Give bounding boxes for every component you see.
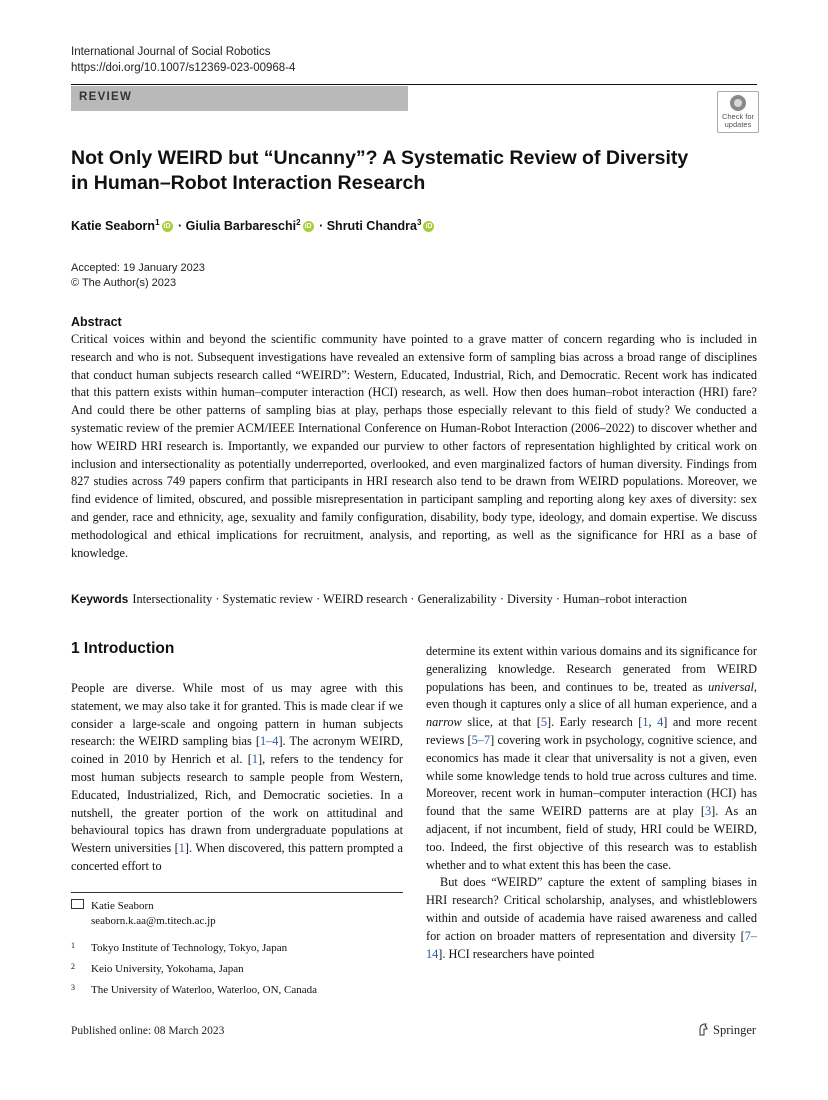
keywords-label: Keywords [71, 592, 129, 606]
abstract-text: Critical voices within and beyond the scientific community have pointed to a grave matter of concern regarding who is included in research and who is not. Subsequent investigations have revealed an extensive form of sampling bias across a broad range of disciplines that conduct human subjects research called “WEIRD”: Western, Educated, Industrial, Rich, and Democratic. Recent work has indicated that this pattern exists within human–computer interaction (HCI) research, as well. How then does human–robot interaction (HRI) fare? And could there be other patterns of sampling bias at play, perhaps those especially relevant to this field of study? We conducted a systematic review of the premier ACM/IEEE International Conference on Human-Robot Interaction (2006–2022) to discover whether and how WEIRD HRI research is. Importantly, we expanded our purview to other factors of representation highlighted by critical work on inclusion and intersectionality as potentially underreported, overlooked, and even marginalized factors of human diversity. Findings from 827 studies across 749 papers confirm that participants in HRI research also tend to be drawn from WEIRD populations. Moreover, we find evidence of limited, obscured, and possible misrepresentation in participant sampling and reporting along key axes of diversity: sex and gender, race and ethnicity, age, sexuality and family configuration, disability, body type, ideology, and domain expertise. We discuss methodological and ethical implications for recruitment, analysis, and reporting, as well as the significance for HRI as a base of knowledge. [71, 332, 757, 560]
citation-link[interactable]: 7–14 [426, 928, 757, 961]
keywords-list: Intersectionality · Systematic review · WEIRD research · Generalizability · Diversity · Human–robot interaction [132, 592, 688, 606]
publisher-logo [697, 1023, 756, 1038]
orcid-icon[interactable]: iD [425, 223, 433, 231]
citation-link[interactable]: 3 [704, 804, 712, 819]
check-updates-label: Check for updates [721, 112, 755, 129]
abstract-heading: Abstract [71, 315, 122, 329]
affiliation-number: 1 [71, 941, 75, 950]
springer-horse-icon [697, 1023, 709, 1036]
affiliation-number: 3 [71, 983, 75, 992]
footnote-rule [71, 892, 403, 893]
citation-link[interactable]: 4 [657, 715, 664, 730]
author-list [71, 218, 436, 233]
copyright-notice: © The Author(s) 2023 [71, 277, 177, 289]
orcid-icon[interactable]: iD [163, 223, 171, 231]
keywords-line [71, 592, 771, 607]
corresponding-author [71, 899, 216, 927]
publisher-name: Springer [713, 1023, 757, 1037]
journal-name: International Journal of Social Robotics [71, 46, 271, 58]
intro-paragraph: People are diverse. While most of us may agree with this statement, we may also take it for granted. This is made clear if we consider a large-scale and ongoing pattern in human subjects research: the WEIRD sampling bias [1–4]. The acronym WEIRD, coined in 2010 by Henrich et al. [1], refers to the tendency for most human subjects research to sample people from Western, Educated, Industrialized, Rich, and Democratic societies. In a nutshell, the greater portion of the work on attitudinal and behavioural topics has drawn from undergraduate populations at Western universities [1]. When discovered, this pattern prompted a concerted effort to [71, 681, 404, 873]
citation-link[interactable]: 5–7 [471, 732, 491, 747]
author-separator: · [319, 219, 324, 234]
envelope-icon [71, 899, 84, 909]
check-updates-icon [730, 95, 746, 111]
citation-link[interactable]: 1–4 [259, 734, 279, 749]
author-name[interactable]: Katie Seaborn [71, 219, 156, 234]
section-heading: 1 Introduction [71, 640, 175, 657]
author-affiliation: 1 [155, 218, 160, 227]
author-name[interactable]: Shruti Chandra [326, 219, 418, 234]
author-separator: · [178, 219, 183, 234]
intro-paragraph-continued: determine its extent within various domains and its significance for generalizing knowledge. Research generated from WEIRD populations has been, and continues to be, treated as universal, even though it captures only a slice of all human experience, and a narrow slice, at that [5]. Early research [1, 4] and more recent reviews [5–7] covering work in psychology, cognitive science, and economics has made it clear that universality is not a given, even while some knowledge tends to hold true across cultures and time. Moreover, recent work in human–computer interaction (HCI) has found that the same WEIRD patterns are at play [3]. As an adjacent, if not incumbent, field of study, HRI could be WEIRD, too. Indeed, the first objective of this research was to establish whether and to what extent this has been the case. [426, 644, 757, 872]
journal-header [71, 44, 295, 76]
author-name[interactable]: Giulia Barbareschi [185, 219, 297, 234]
affiliation-text: The University of Waterloo, Waterloo, ON, Canada [91, 984, 318, 996]
article-title [71, 146, 711, 196]
orcid-icon[interactable]: iD [304, 223, 312, 231]
article-type-bar [71, 86, 408, 111]
intro-paragraph-2: But does “WEIRD” capture the extent of sampling biases in HRI research? Critical scholarship, analyses, and whistleblowers within and outside of academia have raised awareness and called for action on broader matters of representation and diversity [7–14]. HCI researchers have pointed [426, 875, 757, 961]
title-line-1: Not Only WEIRD but “Uncanny”? A Systematic Review of Diversity [71, 147, 689, 169]
article-type-label: REVIEW [79, 91, 133, 103]
right-column [426, 643, 757, 963]
corresponding-name: Katie Seaborn [91, 900, 154, 912]
citation-link[interactable]: 1 [642, 715, 649, 730]
doi-link[interactable]: https://doi.org/10.1007/s12369-023-00968-4 [71, 62, 296, 74]
citation-link[interactable]: 1 [178, 841, 185, 856]
affiliation-text: Keio University, Yokohama, Japan [91, 963, 244, 975]
left-column [71, 680, 403, 876]
author-affiliation: 2 [296, 218, 301, 227]
published-date: Published online: 08 March 2023 [71, 1025, 225, 1037]
affiliation-number: 2 [71, 962, 75, 971]
article-dates [71, 261, 205, 291]
title-line-2: in Human–Robot Interaction Research [71, 172, 426, 194]
check-for-updates-badge[interactable] [717, 91, 759, 133]
accepted-date: Accepted: 19 January 2023 [71, 262, 205, 274]
corresponding-email[interactable]: seaborn.k.aa@m.titech.ac.jp [91, 915, 216, 927]
affiliation-text: Tokyo Institute of Technology, Tokyo, Japan [91, 942, 288, 954]
citation-link[interactable]: 1 [251, 752, 259, 767]
author-affiliation: 3 [417, 218, 422, 227]
citation-link[interactable]: 5 [540, 715, 547, 730]
